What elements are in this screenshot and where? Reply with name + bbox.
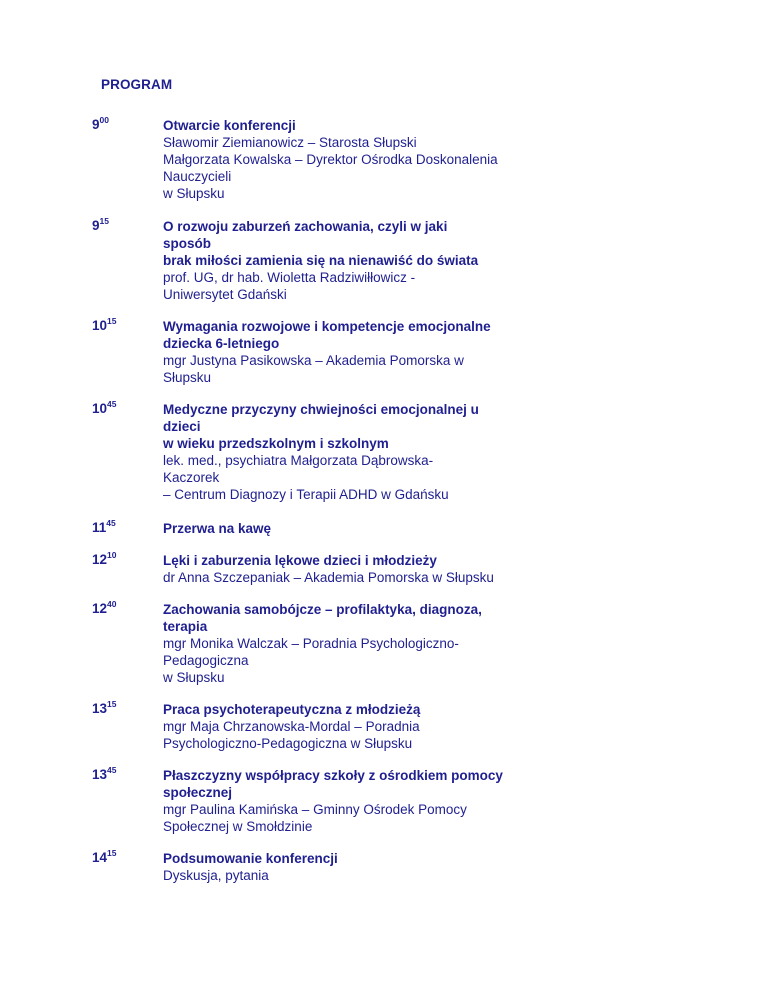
- agenda-title: O rozwoju zaburzeń zachowania, czyli w jaki sposób brak miłości zamienia się na nienawiść do świata: [163, 219, 479, 268]
- agenda-title: Otwarcie konferencji: [163, 118, 296, 133]
- time-minutes: 15: [107, 847, 117, 858]
- agenda-content: [163, 318, 523, 386]
- time-hour: 13: [92, 767, 108, 782]
- agenda-speaker: lek. med., psychiatra Małgorzata Dąbrowska- Kaczorek – Centrum Diagnozy i Terapii ADHD w Gdańsku: [163, 453, 449, 502]
- agenda-title: Przerwa na kawę: [163, 521, 272, 536]
- agenda-content: [163, 117, 523, 202]
- agenda-content: [163, 850, 523, 884]
- agenda-speaker: dr Anna Szczepaniak – Akademia Pomorska w Słupsku: [163, 570, 494, 585]
- time-hour: 11: [92, 520, 107, 535]
- agenda-speaker: prof. UG, dr hab. Wioletta Radziwiłłowicz - Uniwersytet Gdański: [163, 270, 416, 302]
- time-hour: 10: [92, 318, 108, 333]
- time-hour: 12: [92, 601, 108, 616]
- agenda-speaker: mgr Paulina Kamińska – Gminny Ośrodek Pomocy Społecznej w Smołdzinie: [163, 802, 467, 834]
- agenda-content: [163, 552, 523, 586]
- agenda-speaker: mgr Maja Chrzanowska-Mordal – Poradnia Psychologiczno-Pedagogiczna w Słupsku: [163, 719, 420, 751]
- agenda-time: [92, 847, 117, 865]
- time-minutes: 45: [107, 398, 117, 409]
- program-heading: PROGRAM: [101, 77, 173, 92]
- agenda-content: [163, 701, 523, 752]
- time-hour: 9: [92, 117, 100, 132]
- agenda-speaker: Dyskusja, pytania: [163, 868, 269, 883]
- agenda-time: [92, 315, 117, 333]
- agenda-speaker: mgr Justyna Pasikowska – Akademia Pomorska w Słupsku: [163, 353, 464, 385]
- agenda-time: [92, 114, 109, 132]
- agenda-content: [163, 601, 523, 686]
- agenda-content: [163, 767, 523, 835]
- agenda-title: Wymagania rozwojowe i kompetencje emocjonalne dziecka 6-letniego: [163, 319, 491, 351]
- time-minutes: 10: [107, 549, 117, 560]
- agenda-title: Podsumowanie konferencji: [163, 851, 338, 866]
- agenda-time: [92, 517, 116, 535]
- time-hour: 9: [92, 218, 100, 233]
- agenda-title: Praca psychoterapeutyczna z młodzieżą: [163, 702, 421, 717]
- time-minutes: 40: [107, 598, 117, 609]
- agenda-speaker: mgr Monika Walczak – Poradnia Psychologiczno- Pedagogiczna w Słupsku: [163, 636, 459, 685]
- agenda-content: [163, 520, 523, 537]
- time-hour: 14: [92, 850, 108, 865]
- time-minutes: 15: [107, 315, 117, 326]
- time-minutes: 15: [107, 698, 117, 709]
- agenda-title: Lęki i zaburzenia lękowe dzieci i młodzieży: [163, 553, 437, 568]
- time-hour: 13: [92, 701, 108, 716]
- agenda-title: Płaszczyzny współpracy szkoły z ośrodkiem pomocy społecznej: [163, 768, 503, 800]
- agenda-title: Medyczne przyczyny chwiejności emocjonalnej u dzieci w wieku przedszkolnym i szkolnym: [163, 402, 479, 451]
- time-hour: 12: [92, 552, 108, 567]
- time-minutes: 45: [106, 517, 116, 528]
- time-minutes: 00: [99, 114, 109, 125]
- agenda-content: [163, 401, 523, 503]
- time-minutes: 15: [99, 215, 109, 226]
- agenda-time: [92, 549, 117, 567]
- agenda-time: [92, 698, 117, 716]
- agenda-time: [92, 764, 117, 782]
- agenda-time: [92, 215, 109, 233]
- agenda-time: [92, 598, 117, 616]
- agenda-content: [163, 218, 523, 303]
- agenda-title: Zachowania samobójcze – profilaktyka, diagnoza, terapia: [163, 602, 482, 634]
- agenda-speaker: Sławomir Ziemianowicz – Starosta Słupski Małgorzata Kowalska – Dyrektor Ośrodka Doskonalenia Nauczycieli w Słupsku: [163, 135, 498, 201]
- time-hour: 10: [92, 401, 108, 416]
- time-minutes: 45: [107, 764, 117, 775]
- agenda-time: [92, 398, 117, 416]
